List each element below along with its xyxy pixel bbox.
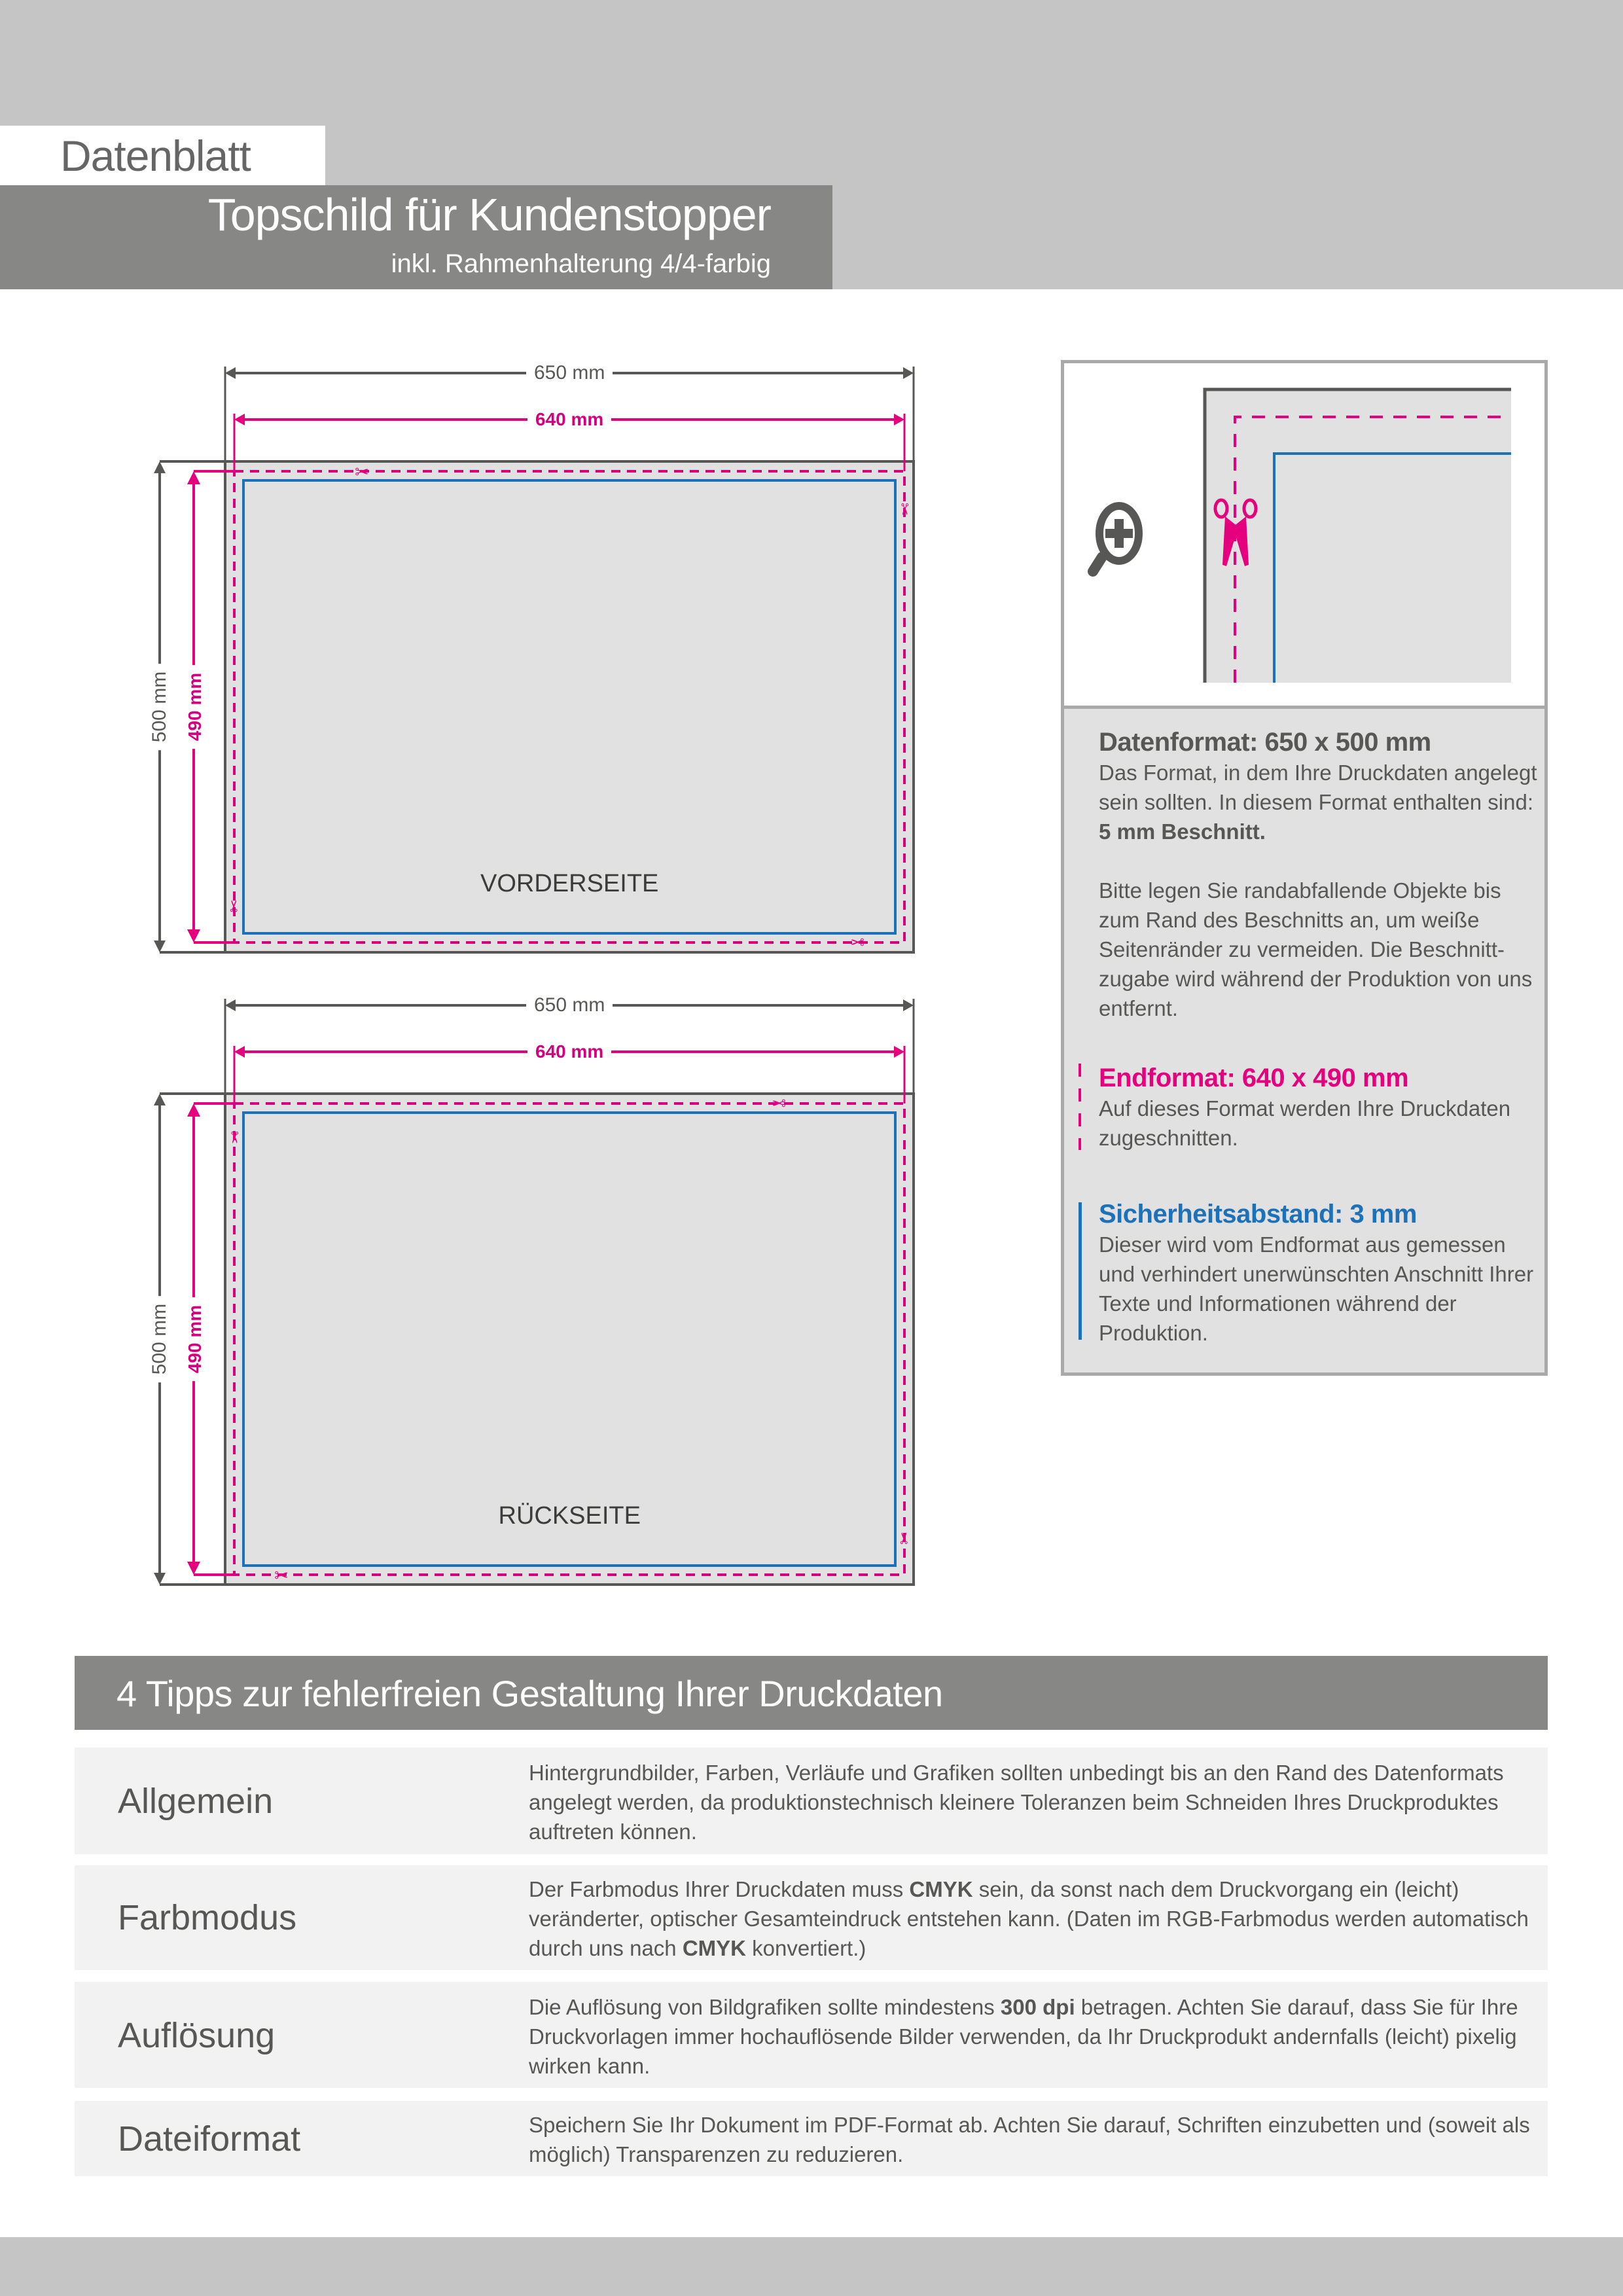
info-endformat xyxy=(1099,1062,1544,1153)
datenformat-title: Datenformat: 650 x 500 mm xyxy=(1099,728,1431,757)
cut-line-marker xyxy=(1079,1064,1081,1150)
arrowhead xyxy=(187,1562,200,1575)
tip-text-part: sein, da sonst nach dem Druckvorgang ein (leicht) veränderter, optischer Gesamteindruck entstehen kann. (Daten im RGB-Farbmodus werden automatisch durch uns nach xyxy=(529,1877,1529,1960)
arrowhead xyxy=(903,367,914,379)
tip-label: Allgemein xyxy=(118,1782,274,1821)
datenformat-text-1: Das Format, in dem Ihre Druckdaten angelegt sein sollten. In diesem Format enthalten sind: xyxy=(1099,761,1537,814)
sicherheit-text: Dieser wird vom Endformat aus gemessen und verhindert unerwünschten Anschnitt Ihrer Texte und Informationen während der Produktion. xyxy=(1099,1232,1534,1345)
arrowhead xyxy=(894,1046,904,1058)
tip-text xyxy=(529,1874,1537,1963)
scissors-icon: ✂ xyxy=(772,1093,786,1113)
side-label-front: VORDERSEITE xyxy=(480,870,659,897)
scissors-icon: ✂ xyxy=(355,462,369,482)
dim-label-width-total: 650 mm xyxy=(526,994,613,1017)
tip-text-part: betragen. Achten Sie darauf, dass Sie für Ihre Druckvorlagen immer hochauflösende Bilder verwenden, da Ihr Druckprodukt andernfalls (leicht) pixelig wirken kann. xyxy=(529,1995,1518,2078)
info-datenformat xyxy=(1099,726,1544,1023)
diagram-back-svg xyxy=(0,986,982,1601)
side-label-back: RÜCKSEITE xyxy=(498,1502,641,1530)
datenformat-text xyxy=(1099,758,1544,846)
tip-label: Farbmodus xyxy=(118,1898,297,1937)
arrowhead xyxy=(154,1094,166,1105)
tip-text-bold: CMYK xyxy=(909,1877,973,1901)
detail-illustration-svg xyxy=(1064,363,1544,709)
tip-text xyxy=(529,2110,1537,2169)
detail-illustration xyxy=(1064,363,1544,709)
tip-text-part: Speichern Sie Ihr Dokument im PDF-Format ab. Achten Sie darauf, Schriften einzubetten und (soweit als möglich) Transparenzen zu reduzieren. xyxy=(529,2113,1530,2166)
diagram-front xyxy=(0,353,982,969)
arrowhead xyxy=(234,1046,245,1058)
tip-text xyxy=(529,1758,1537,1846)
scissors-icon: ✂ xyxy=(895,502,913,516)
arrowhead xyxy=(234,414,245,425)
tip-label: Auflösung xyxy=(118,2016,276,2055)
arrowhead xyxy=(154,1573,166,1585)
tip-text-part: Die Auflösung von Bildgrafiken sollte mindestens xyxy=(529,1995,1001,2019)
dim-label-height-final: 490 mm xyxy=(183,665,207,749)
arrowhead xyxy=(894,414,904,425)
page-title: Topschild für Kundenstopper xyxy=(207,189,771,240)
doc-label: Datenblatt xyxy=(60,132,251,180)
zoom-in-icon xyxy=(1093,506,1139,571)
tips-header xyxy=(75,1656,1548,1730)
page-subtitle: inkl. Rahmenhalterung 4/4-farbig xyxy=(391,249,771,278)
tip-row xyxy=(75,1865,1548,1970)
tip-text xyxy=(529,1992,1537,2081)
datenformat-text-bold: 5 mm Beschnitt. xyxy=(1099,819,1266,844)
endformat-text: Auf dieses Format werden Ihre Druckdaten zugeschnitten. xyxy=(1099,1096,1511,1150)
tip-text-part: konvertiert.) xyxy=(746,1936,866,1960)
diagram-back xyxy=(0,986,982,1601)
arrowhead xyxy=(187,471,200,484)
tips-title: 4 Tipps zur fehlerfreien Gestaltung Ihrer Druckdaten xyxy=(116,1673,943,1714)
scissors-icon: ✂ xyxy=(896,1531,914,1545)
detail-sheet xyxy=(1204,388,1511,683)
dim-label-width-final: 640 mm xyxy=(527,408,611,431)
dim-label-height-total: 500 mm xyxy=(148,664,171,750)
sicherheit-title: Sicherheitsabstand: 3 mm xyxy=(1099,1200,1417,1229)
arrowhead xyxy=(225,999,236,1011)
scissors-icon: ✂ xyxy=(225,1130,243,1145)
tip-text-bold: 300 dpi xyxy=(1000,1995,1075,2019)
scissors-icon: ✂ xyxy=(274,1566,289,1585)
endformat-title: Endformat: 640 x 490 mm xyxy=(1099,1064,1409,1092)
arrowhead xyxy=(154,941,166,952)
tip-text-part: Der Farbmodus Ihrer Druckdaten muss xyxy=(529,1877,910,1901)
arrowhead xyxy=(903,999,914,1011)
dim-label-width-total: 650 mm xyxy=(526,361,613,385)
tip-text-part: Hintergrundbilder, Farben, Verläufe und Grafiken sollten unbedingt bis an den Rand des Datenformats angelegt werden, da produktionstechnisch kleinere Toleranzen beim Schneiden Ihres Druckproduktes auftreten können. xyxy=(529,1761,1504,1844)
dim-label-height-final: 490 mm xyxy=(183,1297,207,1381)
tip-text-bold: CMYK xyxy=(682,1936,746,1960)
tip-label: Dateiformat xyxy=(118,2119,301,2159)
footer-band xyxy=(0,2237,1623,2296)
scissors-icon: ✂ xyxy=(226,899,243,913)
arrowhead xyxy=(154,461,166,473)
arrowhead xyxy=(225,367,236,379)
dim-label-width-final: 640 mm xyxy=(527,1040,611,1064)
tip-row xyxy=(75,2101,1548,2176)
info-sicherheit xyxy=(1099,1198,1544,1348)
datenformat-text-2: Bitte legen Sie randabfallende Objekte bis zum Rand des Beschnitts an, um weiße Seitenränder zu vermeiden. Die Beschnitt-zugabe wird während der Produktion von uns entfernt. xyxy=(1099,878,1533,1020)
arrowhead xyxy=(187,1103,200,1117)
tip-row xyxy=(75,1982,1548,2088)
safety-line-marker xyxy=(1079,1202,1082,1340)
arrowhead xyxy=(187,929,200,942)
scissors-icon: ✂ xyxy=(850,932,865,952)
dim-label-height-total: 500 mm xyxy=(148,1296,171,1382)
info-panel xyxy=(1061,360,1548,1376)
tip-row xyxy=(75,1748,1548,1854)
